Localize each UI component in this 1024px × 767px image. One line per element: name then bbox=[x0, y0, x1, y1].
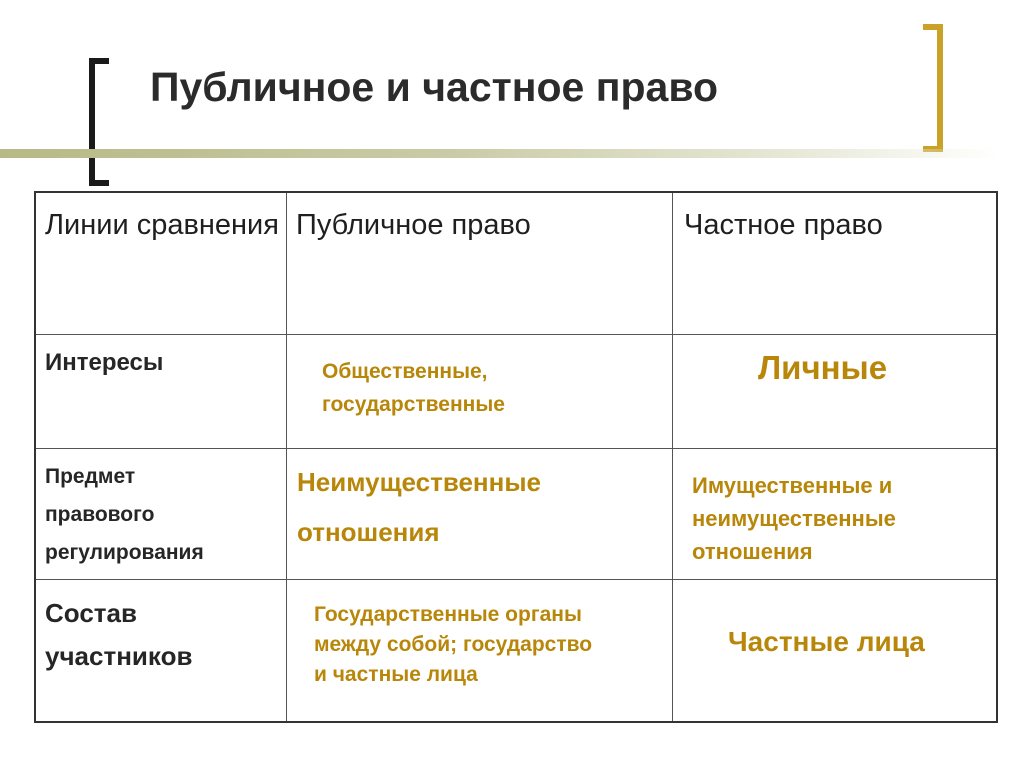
row-label-subject: Предмет правового регулирования bbox=[45, 465, 204, 564]
private-subject: Имущественные и неимущественные отношения bbox=[692, 473, 896, 564]
table-row bbox=[36, 579, 996, 721]
private-participants: Частные лица bbox=[728, 626, 925, 657]
table-row bbox=[36, 448, 996, 579]
slide-title: Публичное и частное право bbox=[150, 64, 719, 110]
comparison-table bbox=[34, 191, 998, 723]
private-interests: Личные bbox=[758, 349, 888, 386]
header-private-law: Частное право bbox=[684, 209, 883, 241]
public-participants: Государственные органы между собой; государство и частные лица bbox=[314, 603, 593, 686]
right-bracket-decoration bbox=[923, 24, 943, 152]
header-comparison-lines: Линии сравнения bbox=[45, 209, 279, 241]
public-interests: Общественные, государственные bbox=[322, 360, 505, 416]
header-public-law: Публичное право bbox=[296, 209, 531, 241]
title-underline bbox=[0, 149, 1000, 158]
table-header-row bbox=[36, 193, 996, 334]
table-row bbox=[36, 334, 996, 448]
public-subject: Неимущественные отношения bbox=[297, 467, 541, 547]
left-bracket-decoration bbox=[89, 58, 109, 186]
row-label-participants: Состав участников bbox=[45, 598, 193, 671]
row-label-interests: Интересы bbox=[45, 349, 164, 376]
